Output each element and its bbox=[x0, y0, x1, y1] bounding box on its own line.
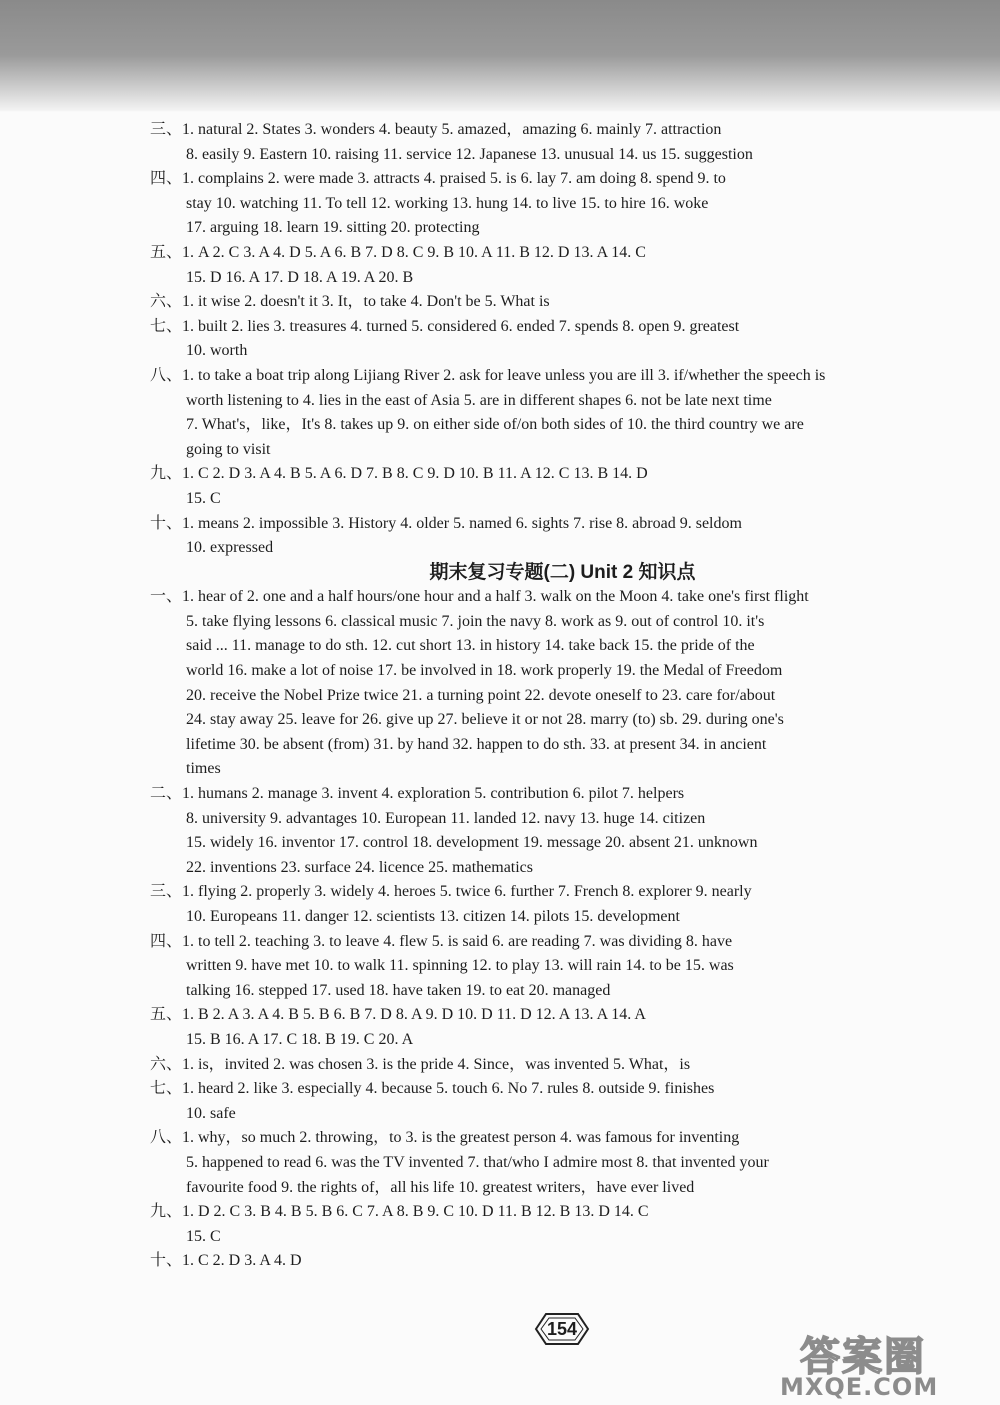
answer-line: 15. D 16. A 17. D 18. A 19. A 20. B bbox=[186, 268, 414, 286]
answer-line: 15. C bbox=[186, 1227, 221, 1245]
answer-line: written 9. have met 10. to walk 11. spinning 12. to play 13. will rain 14. to be 15. was bbox=[186, 957, 734, 975]
answer-line: 5. happened to read 6. was the TV invented 7. that/who I admire most 8. that invented your bbox=[186, 1153, 769, 1171]
answer-line: 六、1. is，invited 2. was chosen 3. is the pride 4. Since，was invented 5. What，is bbox=[150, 1055, 691, 1073]
answer-line: 七、1. heard 2. like 3. especially 4. because 5. touch 6. No 7. rules 8. outside 9. finishes bbox=[150, 1080, 715, 1098]
answer-line: going to visit bbox=[186, 440, 271, 458]
answer-line: 六、1. it wise 2. doesn't it 3. It，to take 4. Don't be 5. What is bbox=[150, 293, 550, 311]
answer-line: 二、1. humans 2. manage 3. invent 4. exploration 5. contribution 6. pilot 7. helpers bbox=[150, 785, 685, 803]
answer-line: 15. widely 16. inventor 17. control 18. development 19. message 20. absent 21. unknown bbox=[186, 834, 758, 852]
answer-line: 八、1. to take a boat trip along Lijiang River 2. ask for leave unless you are ill 3. if/whether the speech is bbox=[150, 366, 826, 384]
answer-line: 四、1. to tell 2. teaching 3. to leave 4. flew 5. is said 6. are reading 7. was dividing 8. have bbox=[150, 932, 733, 950]
answer-line: 17. arguing 18. learn 19. sitting 20. protecting bbox=[186, 219, 480, 237]
answer-line: 10. Europeans 11. danger 12. scientists 13. citizen 14. pilots 15. development bbox=[186, 908, 680, 925]
answer-line: 8. university 9. advantages 10. European 11. landed 12. navy 13. huge 14. citizen bbox=[186, 809, 706, 827]
answer-line: said ... 11. manage to do sth. 12. cut short 13. in history 14. take back 15. the pride of the bbox=[186, 637, 755, 655]
answer-line: 十、1. C 2. D 3. A 4. D bbox=[150, 1252, 302, 1270]
answer-line: 22. inventions 23. surface 24. licence 25. mathematics bbox=[186, 858, 534, 876]
scan-shadow-band bbox=[0, 0, 1000, 112]
answer-line: 九、1. C 2. D 3. A 4. B 5. A 6. D 7. B 8. C 9. D 10. B 11. A 12. C 13. B 14. D bbox=[150, 465, 648, 483]
watermark bbox=[780, 1325, 980, 1400]
answer-line: 10. safe bbox=[186, 1104, 236, 1122]
watermark-url: MXQE.COM bbox=[780, 1373, 939, 1401]
answer-line: 三、1. natural 2. States 3. wonders 4. beauty 5. amazed，amazing 6. mainly 7. attraction bbox=[150, 121, 722, 138]
section-heading: 期末复习专题(二) Unit 2 知识点 bbox=[429, 561, 696, 583]
answer-line: 五、1. B 2. A 3. A 4. B 5. B 6. B 7. D 8. A 9. D 10. D 11. D 12. A 13. A 14. A bbox=[150, 1006, 646, 1024]
answer-line: favourite food 9. the rights of，all his life 10. greatest writers，have ever lived bbox=[186, 1178, 695, 1196]
answer-line: 10. worth bbox=[186, 342, 248, 360]
answer-line: 九、1. D 2. C 3. B 4. B 5. B 6. C 7. A 8. B 9. C 10. D 11. B 12. B 13. D 14. C bbox=[150, 1203, 649, 1221]
answer-line: 15. C bbox=[186, 489, 221, 507]
answer-line: 五、1. A 2. C 3. A 4. D 5. A 6. B 7. D 8. C 9. B 10. A 11. B 12. D 13. A 14. C bbox=[150, 243, 646, 261]
answer-line: 十、1. means 2. impossible 3. History 4. older 5. named 6. sights 7. rise 8. abroad 9. seldom bbox=[150, 514, 742, 532]
answer-line: 20. receive the Nobel Prize twice 21. a turning point 22. devote oneself to 23. care for/about bbox=[186, 686, 776, 704]
answer-line: 8. easily 9. Eastern 10. raising 11. service 12. Japanese 13. unusual 14. us 15. suggestion bbox=[186, 145, 753, 163]
answer-line: times bbox=[186, 760, 221, 778]
answer-line: 10. expressed bbox=[186, 539, 274, 557]
answer-line: 24. stay away 25. leave for 26. give up 27. believe it or not 28. marry (to) sb. 29. during one's bbox=[186, 711, 784, 729]
answer-line: world 16. make a lot of noise 17. be involved in 18. work properly 19. the Medal of Freedom bbox=[186, 662, 783, 680]
answer-line: 15. B 16. A 17. C 18. B 19. C 20. A bbox=[186, 1030, 414, 1048]
answer-key bbox=[150, 118, 965, 1274]
answer-line: lifetime 30. be absent (from) 31. by hand 32. happen to do sth. 33. at present 34. in ancient bbox=[186, 735, 767, 753]
answer-line: 5. take flying lessons 6. classical music 7. join the navy 8. work as 9. out of control 10. it's bbox=[186, 612, 765, 630]
page-number bbox=[534, 1312, 590, 1346]
answer-line: worth listening to 4. lies in the east of Asia 5. are in different shapes 6. not be late next time bbox=[186, 391, 772, 409]
answer-line: 三、1. flying 2. properly 3. widely 4. heroes 5. twice 6. further 7. French 8. explorer 9. nearly bbox=[150, 883, 752, 901]
watermark-text: 答案圈 bbox=[800, 1334, 926, 1380]
answer-line: 七、1. built 2. lies 3. treasures 4. turned 5. considered 6. ended 7. spends 8. open 9. greatest bbox=[150, 317, 740, 335]
answer-line: 四、1. complains 2. were made 3. attracts 4. praised 5. is 6. lay 7. am doing 8. spend 9. to bbox=[150, 170, 726, 188]
answer-line: stay 10. watching 11. To tell 12. working 13. hung 14. to live 15. to hire 16. woke bbox=[186, 194, 709, 212]
page-number-text: 154 bbox=[546, 1319, 578, 1339]
answer-line: 一、1. hear of 2. one and a half hours/one hour and a half 3. walk on the Moon 4. take one's first flight bbox=[150, 588, 809, 606]
answer-line: 7. What's，like，It's 8. takes up 9. on either side of/on both sides of 10. the third country we are bbox=[186, 416, 804, 434]
answer-line: talking 16. stepped 17. used 18. have taken 19. to eat 20. managed bbox=[186, 981, 611, 999]
answer-line: 八、1. why，so much 2. throwing，to 3. is the greatest person 4. was famous for inventing bbox=[150, 1129, 740, 1147]
